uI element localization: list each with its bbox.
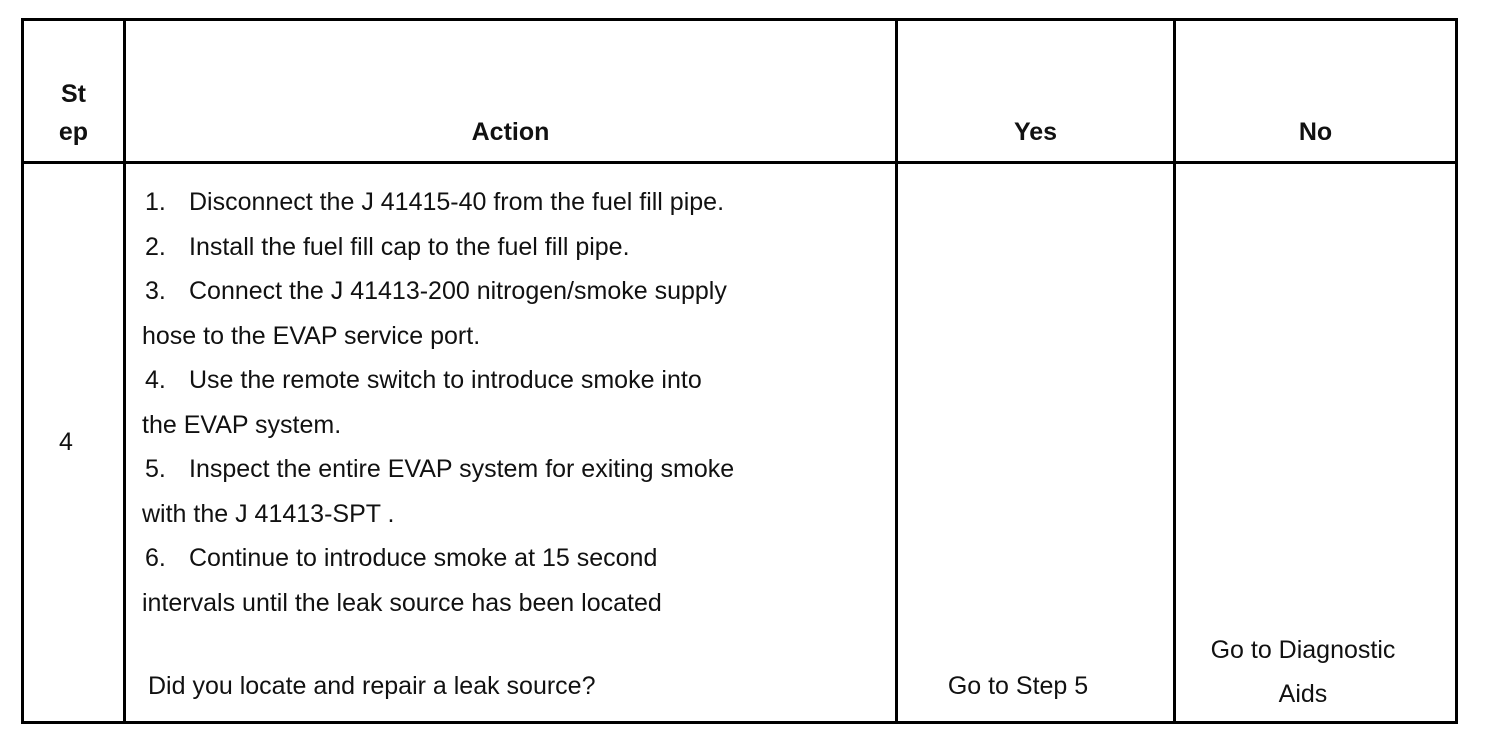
action-step-5 <box>142 447 882 492</box>
header-yes: Yes <box>1013 118 1058 146</box>
step-text: Continue to introduce smoke at 15 second <box>189 544 658 572</box>
step-num: 4. <box>145 366 166 394</box>
header-step-line2: ep <box>58 118 89 146</box>
no-result <box>1176 628 1430 716</box>
action-step-6 <box>142 536 882 581</box>
action-step-2 <box>142 225 882 270</box>
step-num: 2. <box>145 232 166 261</box>
action-step-1 <box>142 180 882 225</box>
question-text: Did you locate and repair a leak source? <box>148 672 596 700</box>
action-step-6-cont: intervals until the leak source has been located <box>142 588 662 617</box>
step-num: 1. <box>145 188 166 216</box>
no-result-line1: Go to Diagnostic <box>1210 636 1396 664</box>
header-action: Action <box>471 118 550 146</box>
action-step-3-cont: hose to the EVAP service port. <box>142 321 481 350</box>
action-step-4-cont: the EVAP system. <box>142 410 342 439</box>
step-text: Use the remote switch to introduce smoke into <box>189 366 702 394</box>
step-num: 5. <box>145 455 166 483</box>
step-number: 4 <box>59 428 73 456</box>
action-step-3 <box>142 269 882 314</box>
step-text: Inspect the entire EVAP system for exiting smoke <box>189 455 735 483</box>
step-text: Disconnect the J 41415-40 from the fuel fill pipe. <box>189 188 725 216</box>
header-no: No <box>1298 118 1333 146</box>
step-text: Connect the J 41413-200 nitrogen/smoke supply <box>189 277 727 305</box>
step-text: Install the fuel fill cap to the fuel fill pipe. <box>189 232 630 261</box>
yes-result: Go to Step 5 <box>947 672 1089 700</box>
action-steps <box>142 180 882 625</box>
header-step-line1: St <box>61 80 86 108</box>
no-result-line2: Aids <box>1278 680 1328 708</box>
step-num: 3. <box>145 277 166 305</box>
header-step <box>24 75 123 151</box>
action-step-4 <box>142 358 882 403</box>
step-num: 6. <box>145 544 166 572</box>
column-divider-no <box>1455 18 1458 724</box>
header-divider <box>21 161 1458 164</box>
action-step-5-cont: with the J 41413-SPT . <box>142 499 395 528</box>
